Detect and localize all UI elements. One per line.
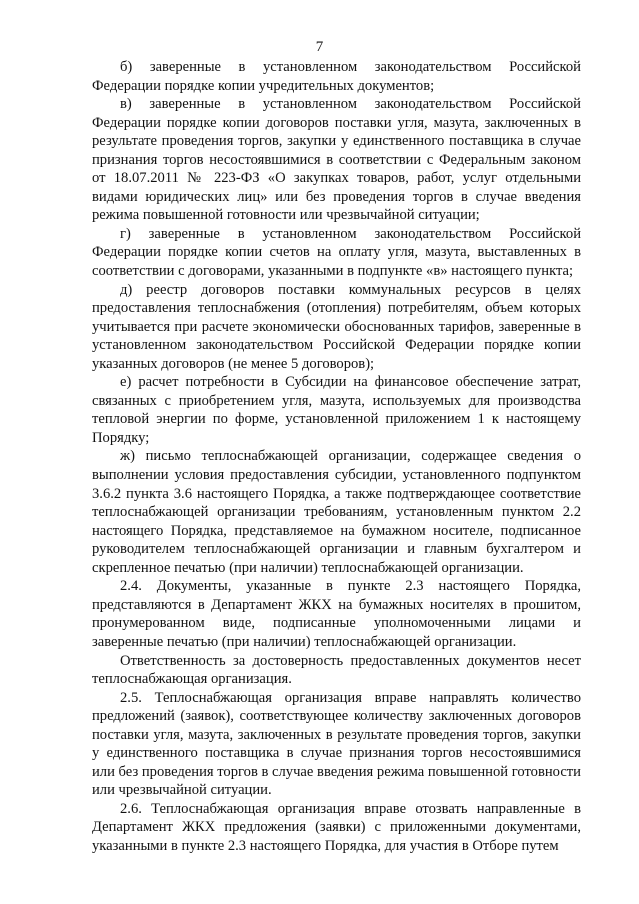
paragraph-item-b: б) заверенные в установленном законодательством Российской Федерации порядке копии учредительных документов; — [92, 59, 581, 94]
paragraph-item-v: в) заверенные в установленном законодательством Российской Федерации порядке копии договоров поставки угля, мазута, заключенных в результате проведения торгов, закупки у единственного поставщика в случае признания торгов несостоявшимися в соответствии с Федеральным законом от 18.07.2011 № 223-ФЗ «О закупках товаров, работ, услуг отдельными видами юридических лиц» или без проведения торгов в случае введения режима повышенной готовности или чрезвычайной ситуации; — [92, 96, 581, 224]
paragraph-item-d: д) реестр договоров поставки коммунальных ресурсов в целях предоставления теплоснабжения (отопления) потребителям, объем которых учитывается при расчете экономически обоснованных тарифов, заверенные в установленном законодательством Российской Федерации порядке копии указанных договоров (не менее 5 договоров); — [92, 281, 581, 372]
paragraph-clause-2-4: 2.4. Документы, указанные в пункте 2.3 настоящего Порядка, представляются в Департамент ЖКХ на бумажных носителях в прошитом, пронумерованном виде, подписанные уполномоченными лицами и заверенные печатью (при наличии) теплоснабжающей организации. — [92, 578, 581, 650]
paragraph-item-zh: ж) письмо теплоснабжающей организации, содержащее сведения о выполнении условия предоставления субсидии, установленного подпунктом 3.6.2 пункта 3.6 настоящего Порядка, а также подтверждающее соответствие теплоснабжающей организации требованиям, установленным пунктом 2.2 настоящего Порядка, представляемое на бумажном носителе, подписанное руководителем теплоснабжающей организации и главным бухгалтером и скрепленное печатью (при наличии) теплоснабжающей организации. — [92, 448, 581, 576]
paragraph-clause-2-5: 2.5. Теплоснабжающая организация вправе направлять количество предложений (заявок), соответствующее количеству заключенных договоров поставки угля, мазута, заключенных в результате проведения торгов, закупки у единственного поставщика в случае признания торгов несостоявшимися или без проведения торгов в случае введения режима повышенной готовности или чрезвычайной ситуации. — [92, 689, 581, 799]
paragraph-item-e: е) расчет потребности в Субсидии на финансовое обеспечение затрат, связанных с приобретением угля, мазута, используемых для производства тепловой энергии по форме, установленной приложением 1 к настоящему Порядку; — [92, 374, 581, 446]
paragraph-item-g: г) заверенные в установленном законодательством Российской Федерации порядке копии счетов на оплату угля, мазута, выставленных в соответствии с договорами, указанными в подпункте «в» настоящего пункта; — [92, 225, 581, 280]
paragraph-clause-2-6: 2.6. Теплоснабжающая организация вправе отозвать направленные в Департамент ЖКХ предложения (заявки) с приложенными документами, указанными в пункте 2.3 настоящего Порядка, для участия в Отборе путем — [92, 800, 581, 854]
page-number: 7 — [315, 39, 324, 55]
document-body — [92, 58, 581, 856]
paragraph-responsibility: Ответственность за достоверность предоставленных документов несет теплоснабжающая организация. — [92, 652, 581, 688]
